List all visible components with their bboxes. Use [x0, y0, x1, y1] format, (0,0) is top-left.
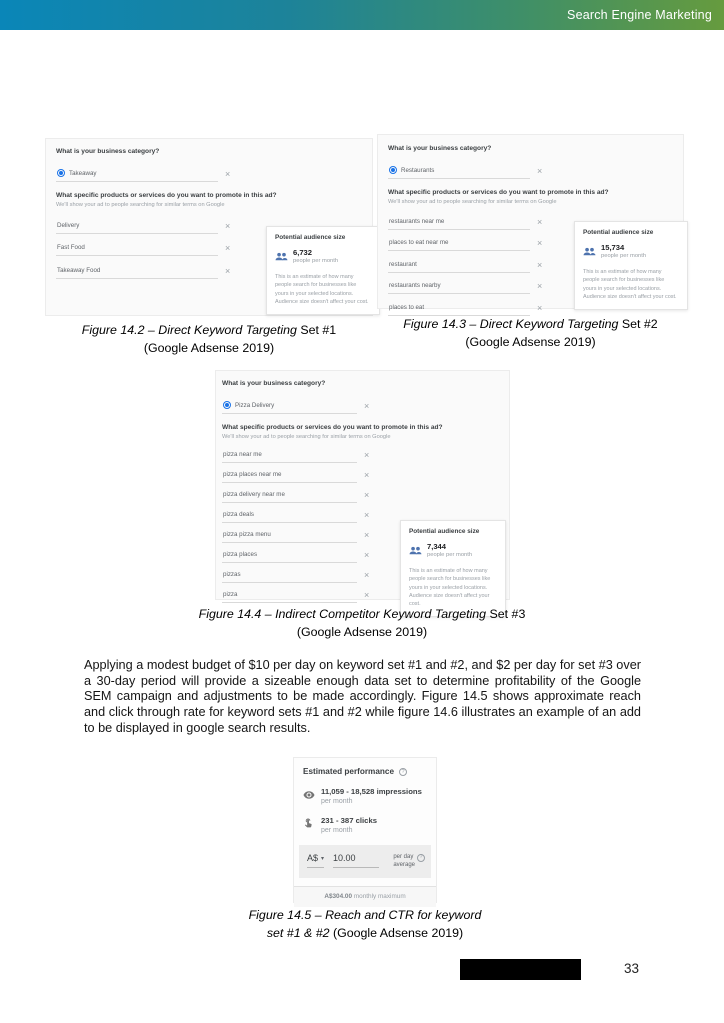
keyword-text: pizza places near me [223, 471, 282, 478]
per-day-average-label: per day average ? [393, 853, 425, 869]
clicks-value: 231 - 387 clicks [321, 816, 377, 825]
remove-keyword-icon[interactable]: × [364, 510, 370, 520]
remove-keyword-icon[interactable]: × [537, 302, 543, 313]
business-category-value: Pizza Delivery [235, 401, 275, 409]
keyword-text: pizza deals [223, 511, 254, 518]
remove-keyword-icon[interactable]: × [225, 243, 231, 253]
budget-amount-input[interactable]: 10.00 [333, 853, 379, 868]
eye-icon [302, 789, 315, 801]
promote-hint: We'll show your ad to people searching for similar terms on Google [388, 199, 557, 205]
adsense-screenshot-set3 [215, 370, 510, 607]
estimated-performance-title: Estimated performance ? [303, 767, 428, 776]
impressions-row [302, 787, 428, 805]
audience-note: This is an estimate of how many people search for businesses like yours in your selected locations. Audience size doesn't affect your cost. [583, 269, 677, 300]
keyword-text: Delivery [57, 221, 80, 229]
audience-note: This is an estimate of how many people search for businesses like yours in your selected locations. Audience size doesn't affect your cost. [409, 568, 491, 607]
remove-keyword-icon[interactable]: × [537, 216, 543, 227]
promote-question: What specific products or services do you want to promote in this ad? [56, 192, 277, 199]
keyword-text: pizza places [223, 551, 258, 558]
audience-count: 7,344 [427, 542, 447, 551]
remove-keyword-icon[interactable]: × [364, 550, 370, 560]
keyword-text: restaurants near me [389, 217, 445, 225]
monthly-maximum-label: monthly maximum [352, 893, 406, 901]
business-category-field[interactable] [222, 396, 509, 414]
page-number: 33 [624, 961, 640, 976]
remove-keyword-icon[interactable]: × [537, 259, 543, 270]
adsense-screenshot-set2 [377, 134, 684, 313]
audience-unit: people per month [293, 258, 339, 264]
impressions-unit: per month [321, 798, 353, 805]
impressions-value: 11,059 - 18,528 impressions [321, 787, 422, 796]
keyword-text: pizza near me [223, 451, 262, 458]
radio-selected-icon[interactable] [223, 401, 231, 409]
remove-keyword-icon[interactable]: × [537, 281, 543, 291]
audience-count: 15,734 [601, 243, 625, 252]
remove-keyword-icon[interactable]: × [364, 530, 370, 540]
help-icon[interactable]: ? [399, 768, 407, 776]
clicks-icon [302, 818, 315, 829]
help-icon[interactable]: ? [417, 854, 425, 862]
remove-keyword-icon[interactable]: × [364, 450, 370, 460]
keyword-field[interactable] [222, 463, 509, 483]
audience-card-title: Potential audience size [583, 229, 654, 236]
keyword-text: pizzas [223, 571, 241, 578]
keyword-text: Takeaway Food [57, 266, 101, 274]
business-category-value: Restaurants [401, 166, 435, 174]
monthly-maximum-row [294, 886, 436, 907]
remove-keyword-icon[interactable]: × [225, 220, 231, 231]
figure-14-3-caption: Figure 14.3 – Direct Keyword Targeting Set #2 (Google Adsense 2019) [403, 317, 658, 349]
audience-note: This is an estimate of how many people search for businesses like yours in your selected locations. Audience size doesn't affect your cost. [275, 274, 369, 305]
promote-question: What specific products or services do you want to promote in this ad? [388, 189, 609, 196]
business-category-field[interactable] [388, 161, 683, 179]
audience-card-title: Potential audience size [409, 528, 480, 535]
clicks-row [302, 816, 428, 834]
currency-dropdown[interactable] [307, 853, 324, 868]
potential-audience-card [400, 520, 506, 617]
estimated-performance-panel [293, 757, 437, 903]
business-category-field[interactable] [56, 164, 372, 182]
figure-14-5-caption: Figure 14.5 – Reach and CTR for keyword set #1 & #2 (Google Adsense 2019) [248, 908, 482, 940]
remove-keyword-icon[interactable]: × [364, 590, 370, 600]
radio-selected-icon[interactable] [57, 169, 65, 177]
audience-count: 6,732 [293, 248, 313, 257]
people-icon [409, 542, 422, 560]
people-icon [583, 243, 596, 261]
currency-value: A$ [307, 853, 319, 863]
remove-keyword-icon[interactable]: × [364, 570, 370, 580]
keyword-text: pizza [223, 591, 238, 598]
redaction-bar [460, 959, 581, 980]
audience-unit: people per month [427, 552, 473, 558]
page-header-bar [0, 0, 724, 30]
radio-selected-icon[interactable] [389, 166, 397, 174]
body-paragraph: Applying a modest budget of $10 per day on keyword set #1 and #2, and $2 per day for set #3 over a 30-day period will provide a sizeable enough data set to determine profitability of the Google SEM campaign and adjustments to be made accordingly. Figure 14.5 shows approximate reach and click through rate for keyword sets #1 and #2 while figure 14.6 illustrates an example of an add to be displayed in google search results. [84, 658, 641, 735]
keyword-text: pizza delivery near me [223, 491, 285, 498]
potential-audience-card [266, 226, 380, 315]
promote-hint: We'll show your ad to people searching for similar terms on Google [56, 202, 225, 208]
monthly-maximum-value: A$304.00 [324, 893, 353, 901]
business-category-question: What is your business category? [388, 145, 492, 152]
keyword-text: Fast Food [57, 244, 85, 251]
remove-keyword-icon[interactable]: × [225, 265, 231, 276]
caret-down-icon: ▾ [321, 855, 325, 862]
audience-card-title: Potential audience size [275, 234, 346, 241]
remove-keyword-icon[interactable]: × [537, 238, 543, 248]
page-header-title: Search Engine Marketing [567, 8, 712, 22]
keyword-text: pizza pizza menu [223, 531, 271, 538]
business-category-question: What is your business category? [222, 380, 326, 387]
keyword-text: places to eat [389, 303, 425, 311]
business-category-value: Takeaway [69, 169, 97, 177]
close-icon[interactable]: × [225, 169, 231, 179]
keyword-text: restaurants nearby [389, 282, 441, 289]
people-icon [275, 248, 288, 266]
close-icon[interactable]: × [537, 166, 543, 176]
figure-14-2-caption: Figure 14.2 – Direct Keyword Targeting Set #1 (Google Adsense 2019) [81, 323, 337, 355]
figure-14-4-caption: Figure 14.4 – Indirect Competitor Keyword Targeting Set #3 (Google Adsense 2019) [198, 607, 526, 639]
keyword-text: restaurant [389, 260, 417, 268]
remove-keyword-icon[interactable]: × [364, 470, 370, 480]
keyword-field[interactable] [222, 443, 509, 463]
daily-budget-box [299, 845, 431, 878]
promote-hint: We'll show your ad to people searching for similar terms on Google [222, 434, 391, 440]
potential-audience-card [574, 221, 688, 310]
promote-question: What specific products or services do you want to promote in this ad? [222, 424, 443, 431]
audience-unit: people per month [601, 253, 647, 259]
remove-keyword-icon[interactable]: × [364, 490, 370, 500]
keyword-field[interactable] [222, 483, 509, 503]
clicks-unit: per month [321, 827, 353, 834]
business-category-question: What is your business category? [56, 148, 160, 155]
adsense-screenshot-set1 [45, 138, 373, 316]
keyword-text: places to eat near me [389, 239, 449, 246]
close-icon[interactable]: × [364, 401, 370, 411]
